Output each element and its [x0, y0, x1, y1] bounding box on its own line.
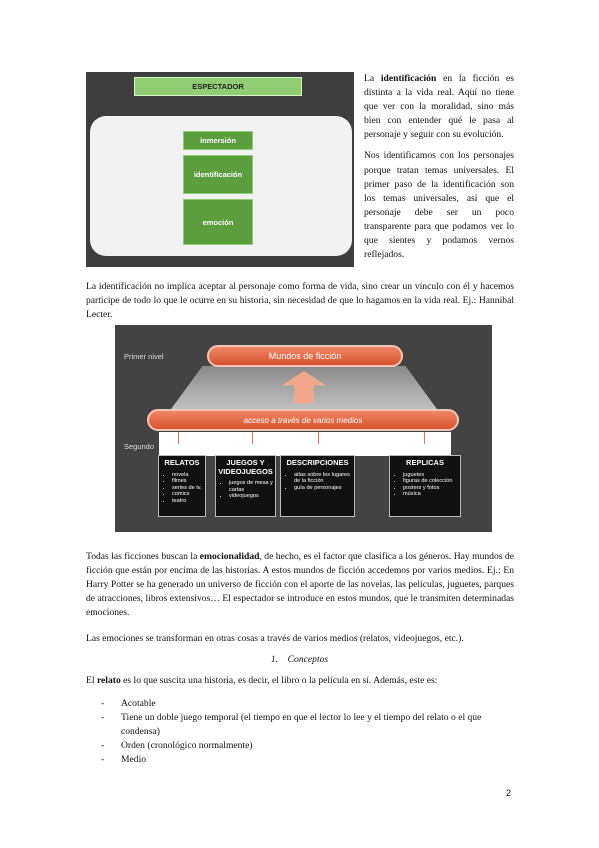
relato-features-list: [86, 697, 516, 767]
acceso-medios-pill: acceso a través de varios medios: [147, 409, 459, 431]
category-title: DESCRIPCIONES: [286, 458, 349, 467]
list-item: • novela: [172, 472, 205, 479]
category-juegos: [215, 455, 276, 517]
emocion-box: emoción: [183, 199, 253, 245]
category-title: REPLICAS: [406, 458, 444, 467]
list-item: • filmes: [172, 478, 205, 485]
connector-line: [318, 432, 319, 444]
list-item: • guía de personajes: [294, 485, 354, 492]
list-item: • juguetes: [403, 472, 460, 479]
list-item: • posters y fotos: [403, 485, 460, 492]
page-number: 2: [506, 788, 512, 798]
category-descripciones: [280, 455, 355, 517]
list-item: • teatro: [172, 498, 205, 505]
list-item: - Medio: [86, 753, 516, 767]
category-replicas: [389, 455, 461, 517]
connector-line: [178, 432, 179, 444]
paragraph-emociones: Las emociones se transforman en otras cosas a través de varios medios (relatos, videojuegos, etc.).: [86, 633, 464, 644]
list-item: - Acotable: [86, 697, 516, 711]
list-item: - Orden (cronológico normalmente): [86, 739, 516, 753]
list-item: • figuras de colección: [403, 478, 460, 485]
identificacion-box: identificación: [183, 155, 253, 194]
list-item: • música: [403, 491, 460, 498]
inmersion-box: inmersión: [183, 131, 253, 150]
list-item: - Tiene un doble juego temporal (el tiempo en que el lector lo lee y el tiempo del relato o el que condensa): [86, 711, 516, 739]
second-level-band: [159, 432, 451, 456]
side-paragraph-1: La identificación en la ficción es distinta a la vida real. Aquí no tiene que ver con la moralidad, sino más bien con entender qué le pasa al personaje y seguir con su evolución.: [364, 73, 514, 141]
list-item: • series de tv.: [172, 485, 205, 492]
fiction-worlds-diagram: [115, 325, 492, 532]
connector-line: [252, 432, 253, 444]
list-item: • atlas sobre los lugares de la ficción: [294, 472, 354, 485]
list-item: • videojuegos: [229, 493, 275, 500]
paragraph-emocionalidad: Todas las ficciones buscan la emocionalidad, de hecho, es el factor que clasifica a los géneros. Hay mundos de ficción que están por encima de las historias. A estos mundos de ficción accedemos por varios medios. Ej.: En Harry Potter se ha generado un universo de ficción con el aporte de las novelas, las películas, juguetes, parques de atracciones, libros extensivos… El espectador se introduce en estos mundos, que le transmiten determinadas emociones.: [86, 551, 514, 619]
side-text: [364, 72, 514, 262]
paragraph-identificacion: La identificación no implica aceptar al personaje como forma de vida, sino crear un vínculo con él y hacemos participe de todo lo que le ocurre en su historia, sin necesidad de que lo hagamos en la vida real. Ej.: Hannibal Lecter.: [86, 281, 514, 321]
side-paragraph-2: Nos identificamos con los personajes porque tratan temas universales. El primer paso de la identificación son los temas universales, así que el personaje debe ser un poco transparente para que podamos ver lo que sientes y podamos vernos reflejados.: [364, 150, 514, 261]
category-title: JUEGOS Y VIDEOJUEGOS: [218, 458, 273, 476]
category-title: RELATOS: [164, 458, 200, 467]
connector-line: [424, 432, 425, 444]
list-item: • comics: [172, 491, 205, 498]
espectador-header: ESPECTADOR: [134, 77, 302, 96]
section-title: Conceptos: [287, 654, 329, 665]
segundo-nivel-label: Segundo: [124, 442, 155, 451]
list-item: • juegos de mesa y cartas: [229, 480, 275, 493]
primer-nivel-label: Primer nivel: [124, 352, 164, 361]
section-number: 1.: [270, 654, 279, 665]
category-relatos: [158, 455, 206, 517]
mundos-de-ficcion-pill: Mundos de ficción: [207, 345, 403, 367]
section-heading: [0, 653, 599, 667]
paragraph-relato: El relato es lo que suscita una historia, es decir, el libro o la película en sí. Además, este es:: [86, 675, 438, 686]
